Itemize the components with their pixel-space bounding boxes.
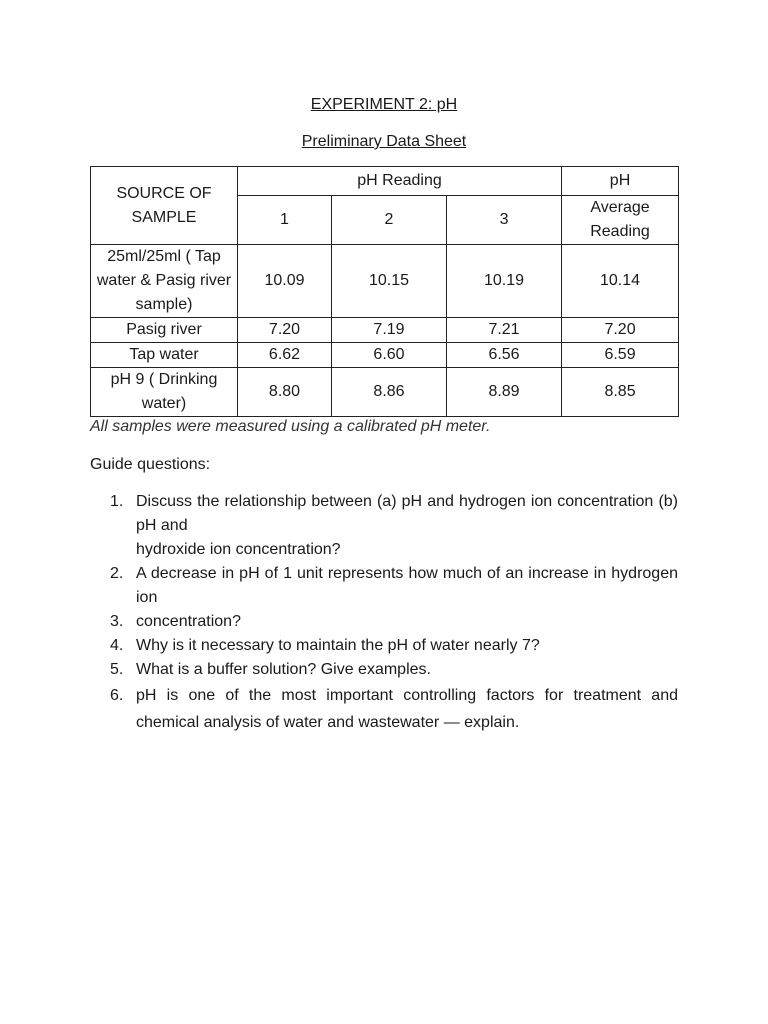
question-number: 4. <box>110 637 124 654</box>
header-trial-1: 1 <box>238 196 332 245</box>
cell-average: 8.85 <box>562 368 679 417</box>
cell-average: 7.20 <box>562 318 679 343</box>
cell-source: Tap water <box>91 343 238 368</box>
question-number: 5. <box>110 661 124 678</box>
cell-average: 10.14 <box>562 245 679 318</box>
guide-questions-heading: Guide questions: <box>90 456 211 473</box>
cell-reading-3: 10.19 <box>447 245 562 318</box>
cell-reading-1: 8.80 <box>238 368 332 417</box>
cell-average: 6.59 <box>562 343 679 368</box>
header-ph: pH <box>562 167 679 196</box>
guide-questions-list <box>90 490 678 736</box>
table-header-row <box>91 167 679 196</box>
ph-data-table <box>90 166 679 417</box>
question-number: 1. <box>110 493 124 510</box>
question-number: 3. <box>110 613 124 630</box>
question-item <box>90 562 678 610</box>
header-trial-2: 2 <box>332 196 447 245</box>
measurement-note: All samples were measured using a calibrated pH meter. <box>90 418 491 435</box>
cell-reading-3: 7.21 <box>447 318 562 343</box>
document-subtitle: Preliminary Data Sheet <box>301 133 467 150</box>
cell-source: pH 9 ( Drinking water) <box>91 368 238 417</box>
header-ph-reading: pH Reading <box>238 167 562 196</box>
cell-source: 25ml/25ml ( Tap water & Pasig river sample) <box>91 245 238 318</box>
header-trial-3: 3 <box>447 196 562 245</box>
cell-reading-1: 6.62 <box>238 343 332 368</box>
cell-reading-2: 10.15 <box>332 245 447 318</box>
cell-reading-3: 6.56 <box>447 343 562 368</box>
question-item <box>90 634 678 658</box>
table-row <box>91 245 679 318</box>
table-row <box>91 343 679 368</box>
question-text: A decrease in pH of 1 unit represents how much of an increase in hydrogen ion <box>136 565 678 606</box>
question-text: What is a buffer solution? Give examples. <box>136 661 431 678</box>
header-average: Average Reading <box>562 196 679 245</box>
document-title: EXPERIMENT 2: pH <box>310 96 458 113</box>
question-text: Discuss the relationship between (a) pH and hydrogen ion concentration (b) pH and <box>136 493 678 534</box>
cell-reading-2: 7.19 <box>332 318 447 343</box>
cell-reading-3: 8.89 <box>447 368 562 417</box>
cell-reading-1: 7.20 <box>238 318 332 343</box>
header-source: SOURCE OF SAMPLE <box>91 167 238 245</box>
question-text: Why is it necessary to maintain the pH of water nearly 7? <box>136 637 540 654</box>
question-item <box>90 610 678 634</box>
question-number: 2. <box>110 565 124 582</box>
table-row <box>91 318 679 343</box>
cell-reading-2: 8.86 <box>332 368 447 417</box>
cell-source: Pasig river <box>91 318 238 343</box>
question-item <box>90 658 678 682</box>
question-item <box>90 490 678 562</box>
question-text: concentration? <box>136 613 241 630</box>
question-text-continued: hydroxide ion concentration? <box>136 541 341 558</box>
question-text: pH is one of the most important controlling factors for treatment and chemical analysis of water and wastewater — explain. <box>136 687 678 731</box>
question-number: 6. <box>110 687 124 704</box>
question-item <box>90 682 678 736</box>
cell-reading-1: 10.09 <box>238 245 332 318</box>
table-row <box>91 368 679 417</box>
cell-reading-2: 6.60 <box>332 343 447 368</box>
